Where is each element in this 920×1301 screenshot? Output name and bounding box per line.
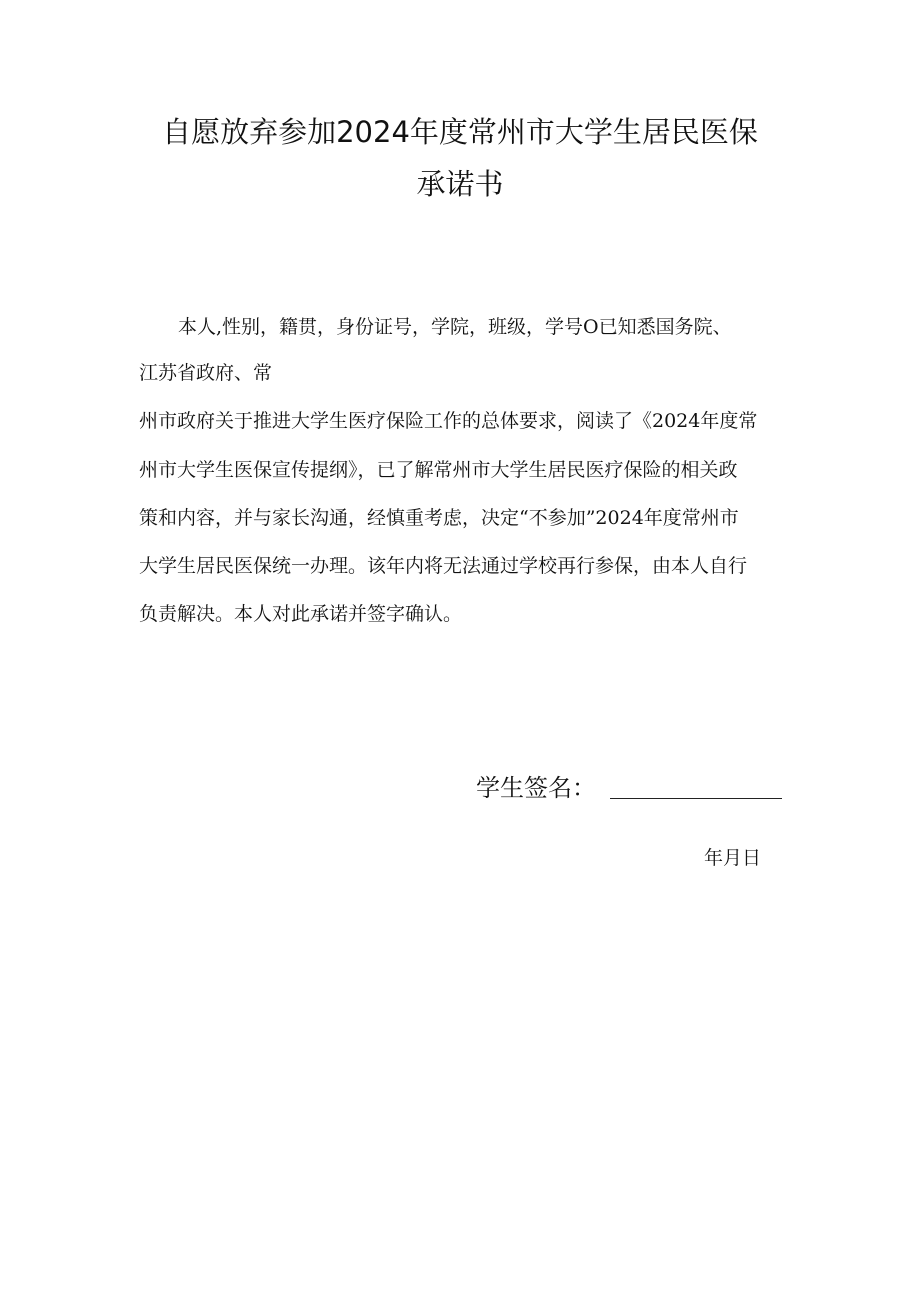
body-line: 负责解决。本人对此承诺并签字确认。 [139,603,463,625]
body-line: 江苏省政府、常 [139,362,273,384]
document-subtitle: 承诺书 [416,167,504,201]
body-line: 州市政府关于推进大学生医疗保险工作的总体要求，阅读了《2024年度常 [139,410,758,432]
body-line: 大学生居民医保统一办理。该年内将无法通过学校再行参保，由本人自行 [139,555,748,577]
body-line: 本人,性别，籍贯，身份证号，学院，班级，学号O已知悉国务院、 [178,316,732,338]
body-line: 策和内容，并与家长沟通，经慎重考虑，决定“不参加”2024年度常州市 [139,507,739,529]
date-field: 年月日 [704,847,762,869]
document-title: 自愿放弃参加2024年度常州市大学生居民医保 [162,115,758,149]
signature-line[interactable] [610,798,782,799]
signature-label: 学生签名： [476,774,596,802]
body-line: 州市大学生医保宣传提纲》，已了解常州市大学生居民医疗保险的相关政 [139,459,738,481]
